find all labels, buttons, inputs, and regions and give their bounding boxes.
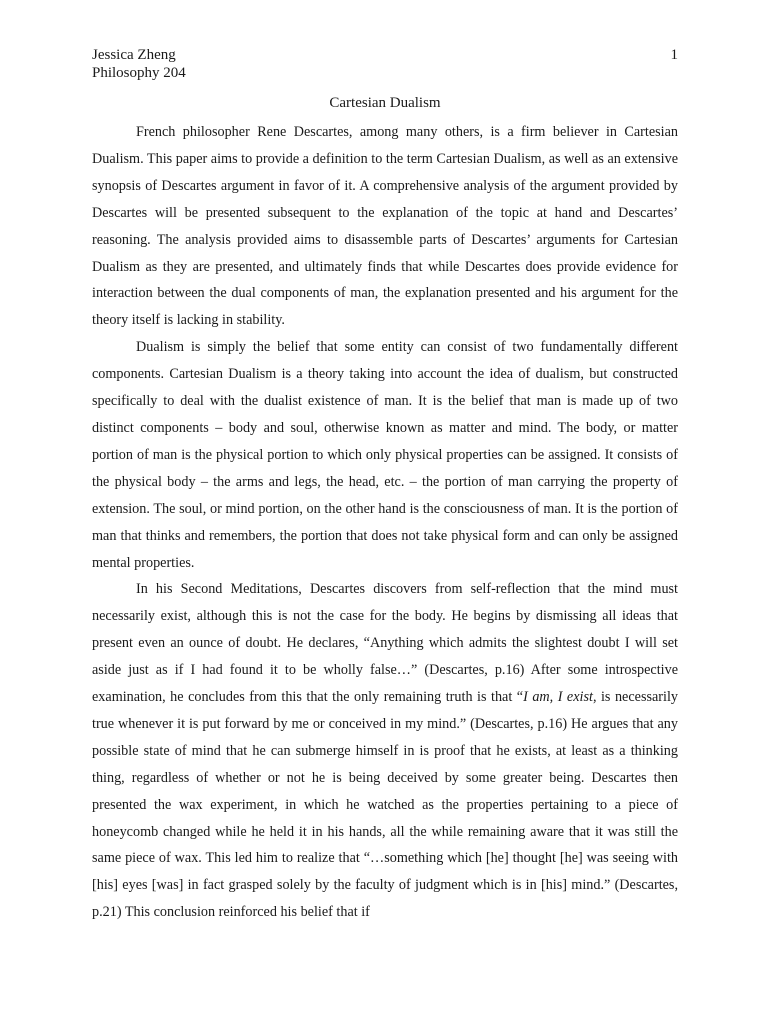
paragraph-definition: Dualism is simply the belief that some entity can consist of two fundamentally different components. Cartesian Dualism is a theory taking into account the idea of dualism, but constructed specifically to deal with the dualist existence of man. It is the belief that man is made up of two distinct components – body and soul, otherwise known as matter and mind. The body, or matter portion of man is the physical portion to which only physical properties can be assigned. It consists of the physical body – the arms and legs, the head, etc. – the portion of man carrying the property of extension. The soul, or mind portion, on the other hand is the consciousness of man. It is the portion of man that thinks and remembers, the portion that does not take physical form and can only be assigned mental properties. [92, 339, 678, 571]
page-header [92, 46, 678, 82]
paragraph-text-part: In his Second Meditations, Descartes discovers from self-reflection that the mind must necessarily exist, although this is not the case for the body. He begins by dismissing all ideas that present even an ounce of doubt. He declares, “Anything which admits the slightest doubt I will set aside just as if I had found it to be wholly false…” (Descartes, p.16) After some introspective examination, he concludes from this that the only remaining truth is that “ [92, 581, 678, 706]
italic-quote: I am, I exist [523, 689, 593, 706]
document-title: Cartesian Dualism [329, 95, 441, 111]
document-body [92, 119, 678, 926]
page-number: 1 [670, 47, 678, 63]
author-name: Jessica Zheng [92, 47, 176, 63]
course-name: Philosophy 204 [92, 65, 186, 81]
paragraph-text-part: , is necessarily true whenever it is put forward by me or conceived in my mind.” (Descartes, p.16) He argues that any possible state of mind that he can submerge himself in is proof that he exists, at least as a thinking thing, regardless of whether or not he is being deceived by some greater being. Descartes then presented the wax experiment, in which he watched as the properties pertaining to a piece of honeycomb changed while he held it in his hands, all the while remaining aware that it was still the same piece of wax. This led him to realize that “…something which [he] thought [he] was seeing with [his] eyes [was] in fact grasped solely by the faculty of judgment which is in [his] mind.” (Descartes, p.21) This conclusion reinforced his belief that if [92, 689, 678, 921]
paragraph-second-meditations [92, 576, 678, 926]
paragraph-introduction: French philosopher Rene Descartes, among many others, is a firm believer in Cartesian Dualism. This paper aims to provide a definition to the term Cartesian Dualism, as well as an extensive synopsis of Descartes argument in favor of it. A comprehensive analysis of the argument provided by Descartes will be presented subsequent to the explanation of the topic at hand and Descartes’ reasoning. The analysis provided aims to disassemble parts of Descartes’ arguments for Cartesian Dualism as they are presented, and ultimately finds that while Descartes does provide evidence for interaction between the dual components of man, the explanation presented and his argument for the theory itself is lacking in stability. [92, 124, 678, 329]
